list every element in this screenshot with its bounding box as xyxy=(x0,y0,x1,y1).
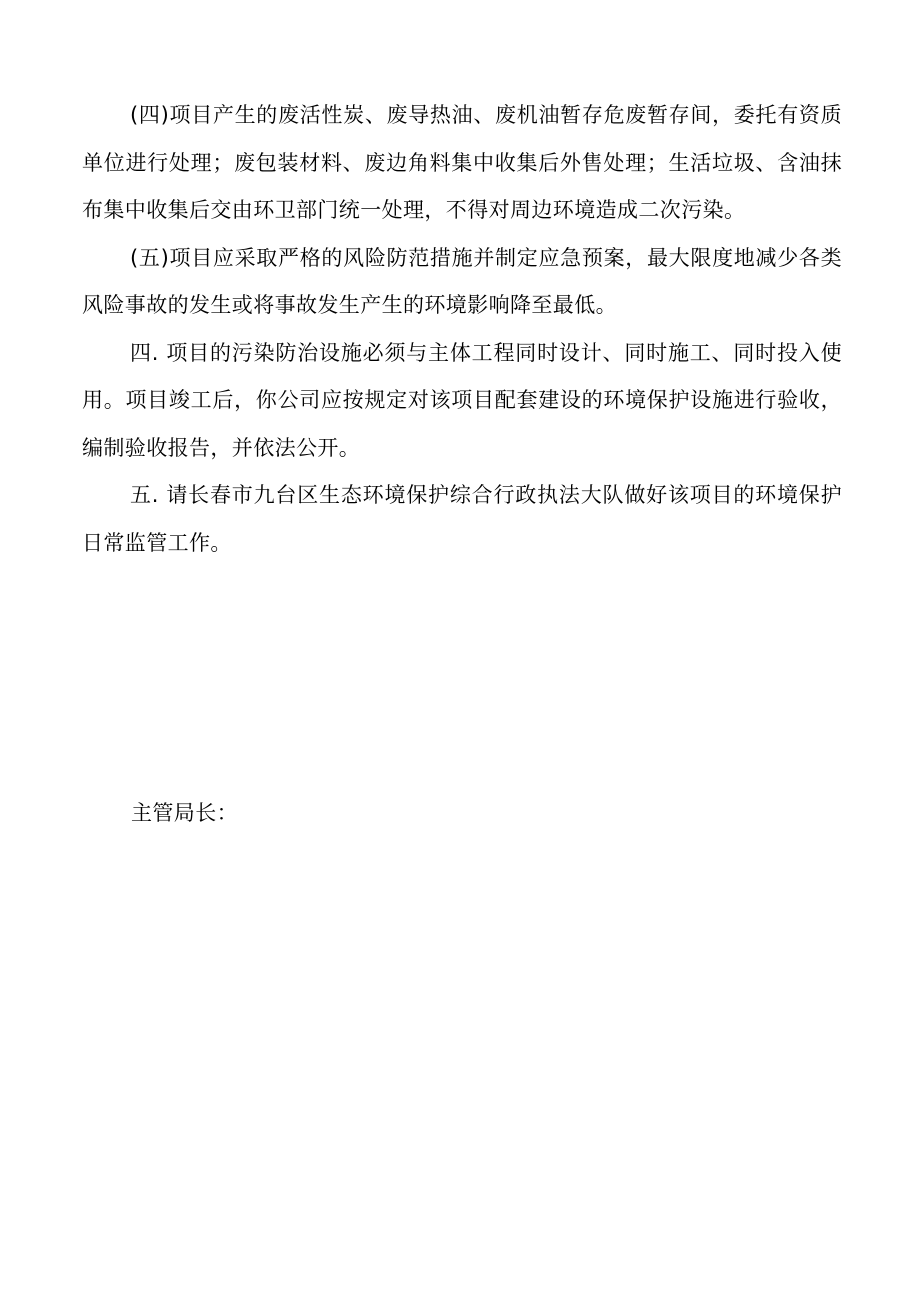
document-body xyxy=(82,92,842,567)
paragraph-section-5-supervision: 五. 请长春市九台区生态环境保护综合行政执法大队做好该项目的环境保护日常监管工作。 xyxy=(82,483,842,555)
signature-label: 主管局长： xyxy=(131,801,238,825)
paragraph-item-4-waste-handling: (四)项目产生的废活性炭、废导热油、废机油暂存危废暂存间，委托有资质单位进行处理；废包装材料、废边角料集中收集后外售处理；生活垃圾、含油抹布集中收集后交由环卫部门统一处理，不得对周边环境造成二次污染。 xyxy=(82,103,842,222)
paragraph-section-4-pollution-facilities: 四. 项目的污染防治设施必须与主体工程同时设计、同时施工、同时投入使用。项目竣工后，你公司应按规定对该项目配套建设的环境保护设施进行验收，编制验收报告，并依法公开。 xyxy=(82,340,842,460)
paragraph-item-5-risk-prevention: (五)项目应采取严格的风险防范措施并制定应急预案，最大限度地减少各类风险事故的发生或将事故发生产生的环境影响降至最低。 xyxy=(82,245,842,317)
